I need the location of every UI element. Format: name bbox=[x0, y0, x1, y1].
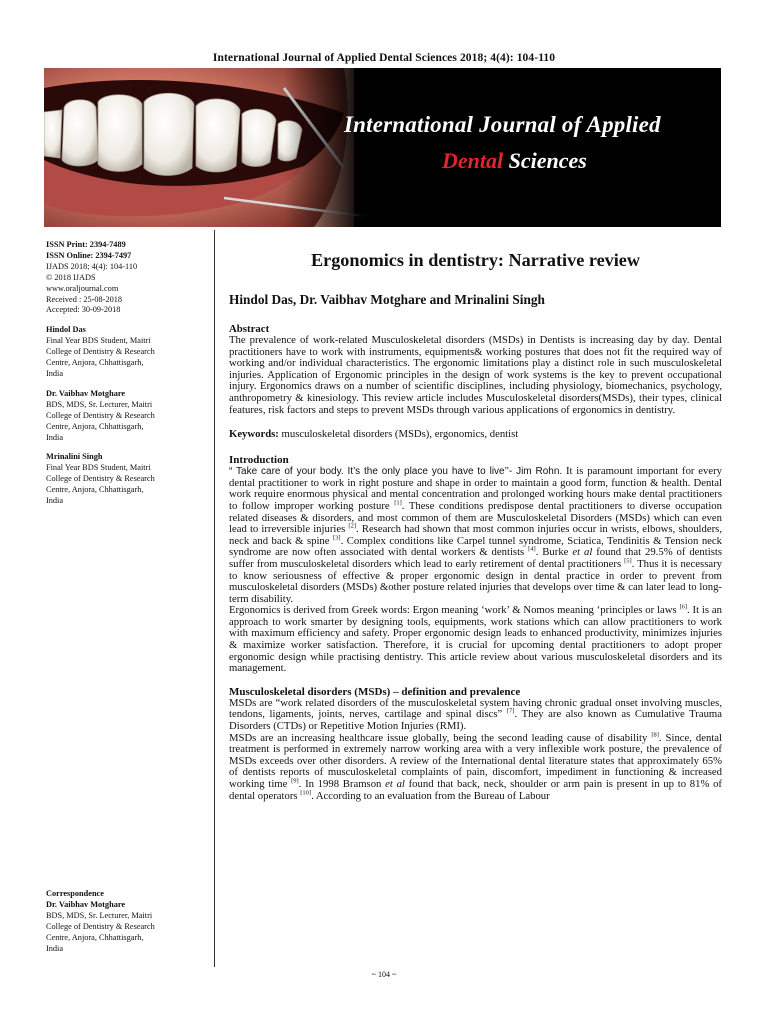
intro-text: . Thus it is necessary to know seriousness of effective & proper ergonomic design in dental practice in order to prevent from musculoskeletal disorders (MSDs) &other posture related injuries that develops over time & can later lead to long-term disability. bbox=[229, 557, 722, 605]
citation-ref[interactable]: [2] bbox=[348, 522, 356, 530]
et-al: et al bbox=[385, 778, 405, 790]
affiliation-line: BDS, MDS, Sr. Lecturer, Maitri bbox=[46, 910, 153, 920]
keywords bbox=[229, 428, 722, 440]
affiliation-line: India bbox=[46, 432, 64, 442]
journal-title-line2 bbox=[442, 148, 587, 174]
intro-text: . It is an approach to work smarter by designing tools, equipments, work stations which can allow practitioners to work with maximum efficiency and safety. Proper ergonomic design leads to enhanced productivity, minimizes injuries & maximize worker satisfaction. Therefore, it is crucial for upcoming dental practitioners to adopt proper ergonomic design while practising dentistry. This article review about various musculoskeletal disorders and its management. bbox=[229, 604, 722, 675]
affiliation-line: India bbox=[46, 496, 64, 506]
msd-text: . Since, dental treatment is performed in extremely narrow working area with a very inflexible work posture, the prevalence of MSDs exceeds over other disorders. A review of the International dental literature states that approximately 65% of dentists reports of musculoskeletal complaints of pain, discomfort, impediment in functioning & increased working time bbox=[229, 731, 723, 790]
issn-print: ISSN Print: 2394-7489 bbox=[46, 240, 126, 249]
affiliation-line: Centre, Anjora, Chhattisgarh, bbox=[46, 421, 144, 431]
msd-text: found that back, neck, shoulder or arm pain is present in up to 81% of dental operators bbox=[229, 778, 722, 802]
running-header: International Journal of Applied Dental Sciences 2018; 4(4): 104-110 bbox=[212, 52, 556, 64]
journal-title-line1: International Journal of Applied bbox=[344, 112, 661, 137]
article-authors: Hindol Das, Dr. Vaibhav Motghare and Mrinalini Singh bbox=[229, 292, 545, 307]
correspondence-name: Dr. Vaibhav Motghare bbox=[46, 899, 126, 909]
received-date: Received : 25-08-2018 bbox=[46, 294, 123, 304]
citation-ref[interactable]: [7] bbox=[506, 707, 515, 715]
msd-text: MSDs are “work related disorders of the musculoskeletal system having chronic gradual onset involving muscles, tendons, ligaments, joints, nerves, cartilage and spinal discs” bbox=[229, 696, 722, 721]
msd-paragraph-1 bbox=[229, 698, 722, 733]
author-name: Hindol Das bbox=[46, 325, 86, 335]
msd-heading: Musculoskeletal disorders (MSDs) – definition and prevalence bbox=[229, 685, 521, 698]
affiliation-line: Final Year BDS Student, Maitri bbox=[46, 463, 151, 473]
intro-text: It is paramount important for every dental practitioner to work in right posture and shape in order to maintain a good form, function & health. Dental work require enormous physical and mental concentration and prolonged working hours make dental practitioners to follow improper working posture bbox=[229, 465, 722, 512]
msd-text: . In 1998 Bramson bbox=[298, 778, 386, 790]
website-link[interactable]: www.oraljournal.com bbox=[46, 283, 119, 293]
introduction-heading: Introduction bbox=[229, 454, 289, 467]
intro-paragraph-1 bbox=[229, 466, 722, 605]
affiliation-line: BDS, MDS, Sr. Lecturer, Maitri bbox=[46, 399, 153, 409]
column-divider bbox=[214, 230, 215, 967]
citation-ref[interactable]: [9] bbox=[291, 777, 299, 785]
affiliation-line: Centre, Anjora, Chhattisgarh, bbox=[46, 358, 144, 368]
article-title: Ergonomics in dentistry: Narrative review bbox=[311, 250, 640, 270]
intro-text: . Research had shown that most common injuries occur in wrists, elbows, shoulders, neck and back & spine bbox=[229, 523, 722, 547]
abstract-text: The prevalence of work-related Musculoskeletal disorders (MSDs) in Dentists is increasing day by day. Dental practitioners have to work with instruments, equipments& working postures that does not fit the required way of working and/or individual characteristics. The ergonomic limitations play a distinct role in such musculoskeletal injuries. Application of Ergonomic principles in the design of work systems is the key to prevent occupational injury. Ergonomics draws on a number of scientific disciplines, including physiology, biomechanics, psychology, anthropometry & kinesiology. This review article includes Musculoskeletal disorders(MSDs), their types, clinical features, risk factors and steps to prevent MSDs through various applications of ergonomics in dentistry. bbox=[229, 334, 722, 416]
teeth-photo bbox=[44, 68, 721, 227]
keywords-text: musculoskeletal disorders (MSDs), ergonomics, dentist bbox=[281, 428, 519, 441]
journal-title-dental: Dental bbox=[442, 148, 504, 173]
intro-text: found that 29.5% of dentists suffer from musculoskeletal disorders which lead to early retirement of dental practitioners bbox=[229, 546, 722, 570]
keywords-label: Keywords: bbox=[229, 428, 279, 441]
citation-ref[interactable]: [6] bbox=[679, 603, 688, 611]
correspondence-heading: Correspondence bbox=[46, 889, 104, 898]
citation-ref[interactable]: [10] bbox=[300, 789, 312, 797]
et-al: et al bbox=[572, 546, 593, 559]
author-affiliation-2 bbox=[46, 389, 206, 444]
author-affiliation-3 bbox=[46, 452, 206, 507]
citation-ref[interactable]: [8] bbox=[651, 731, 659, 739]
author-name: Mrinalini Singh bbox=[46, 452, 103, 462]
msd-text: MSDs are an increasing healthcare issue globally, being the second leading cause of disability bbox=[229, 731, 652, 744]
citation-ref[interactable]: [5] bbox=[624, 557, 632, 565]
affiliation-line: Final Year BDS Student, Maitri bbox=[46, 336, 151, 346]
sidebar-metadata bbox=[46, 240, 206, 507]
affiliation-line: College of Dentistry & Research bbox=[46, 410, 155, 420]
citation-ref[interactable]: [4] bbox=[528, 545, 536, 553]
article-main bbox=[229, 250, 722, 802]
page-number: ~ 104 ~ bbox=[371, 970, 397, 979]
intro-paragraph-2 bbox=[229, 605, 722, 675]
author-name: Dr. Vaibhav Motghare bbox=[46, 388, 126, 398]
accepted-date: Accepted: 30-09-2018 bbox=[46, 305, 121, 315]
ijads-citation: IJADS 2018; 4(4): 104-110 bbox=[46, 261, 138, 271]
affiliation-line: College of Dentistry & Research bbox=[46, 474, 155, 484]
citation-ref[interactable]: [1] bbox=[394, 499, 402, 507]
abstract-heading: Abstract bbox=[229, 323, 270, 335]
affiliation-line: India bbox=[46, 368, 64, 378]
msd-paragraph-2 bbox=[229, 733, 722, 803]
msd-text: . They are also known as Cumulative Trauma Disorders (CTDs) or Repetitive Motion Injuries (RMI). bbox=[229, 708, 722, 733]
affiliation-line: Centre, Anjora, Chhattisgarh, bbox=[46, 932, 144, 942]
journal-title-sciences: Sciences bbox=[508, 148, 587, 173]
affiliation-line: College of Dentistry & Research bbox=[46, 347, 155, 357]
journal-banner bbox=[44, 68, 721, 227]
msd-text: . According to an evaluation from the Bureau of Labour bbox=[311, 789, 550, 802]
opening-quote: “ Take care of your body. It’s the only place you have to live’’- Jim Rohn. bbox=[229, 466, 563, 478]
citation-ref[interactable]: [3] bbox=[332, 534, 341, 542]
intro-text: . Burke bbox=[535, 546, 573, 559]
correspondence-block bbox=[46, 889, 206, 954]
copyright: © 2018 IJADS bbox=[46, 272, 96, 282]
intro-text: Ergonomics is derived from Greek words: Ergon meaning ‘work’ & Nomos meaning ‘principles or laws bbox=[229, 604, 680, 617]
issn-online: ISSN Online: 2394-7497 bbox=[46, 250, 132, 260]
intro-text: . Complex conditions like Carpel tunnel syndrome, Sciatica, Tendinitis & Tension neck syndrome are now often associated with dental workers & dentists bbox=[229, 534, 722, 559]
affiliation-line: College of Dentistry & Research bbox=[46, 921, 155, 931]
intro-text: . These conditions predispose dental practitioners to diverse occupation related diseases & disorders, and most common of them are Musculoskeletal Disorders (MSDs) which can even lead to irreversible injuries bbox=[229, 499, 722, 536]
affiliation-line: India bbox=[46, 943, 64, 953]
author-affiliation-1 bbox=[46, 325, 206, 380]
affiliation-line: Centre, Anjora, Chhattisgarh, bbox=[46, 485, 144, 495]
